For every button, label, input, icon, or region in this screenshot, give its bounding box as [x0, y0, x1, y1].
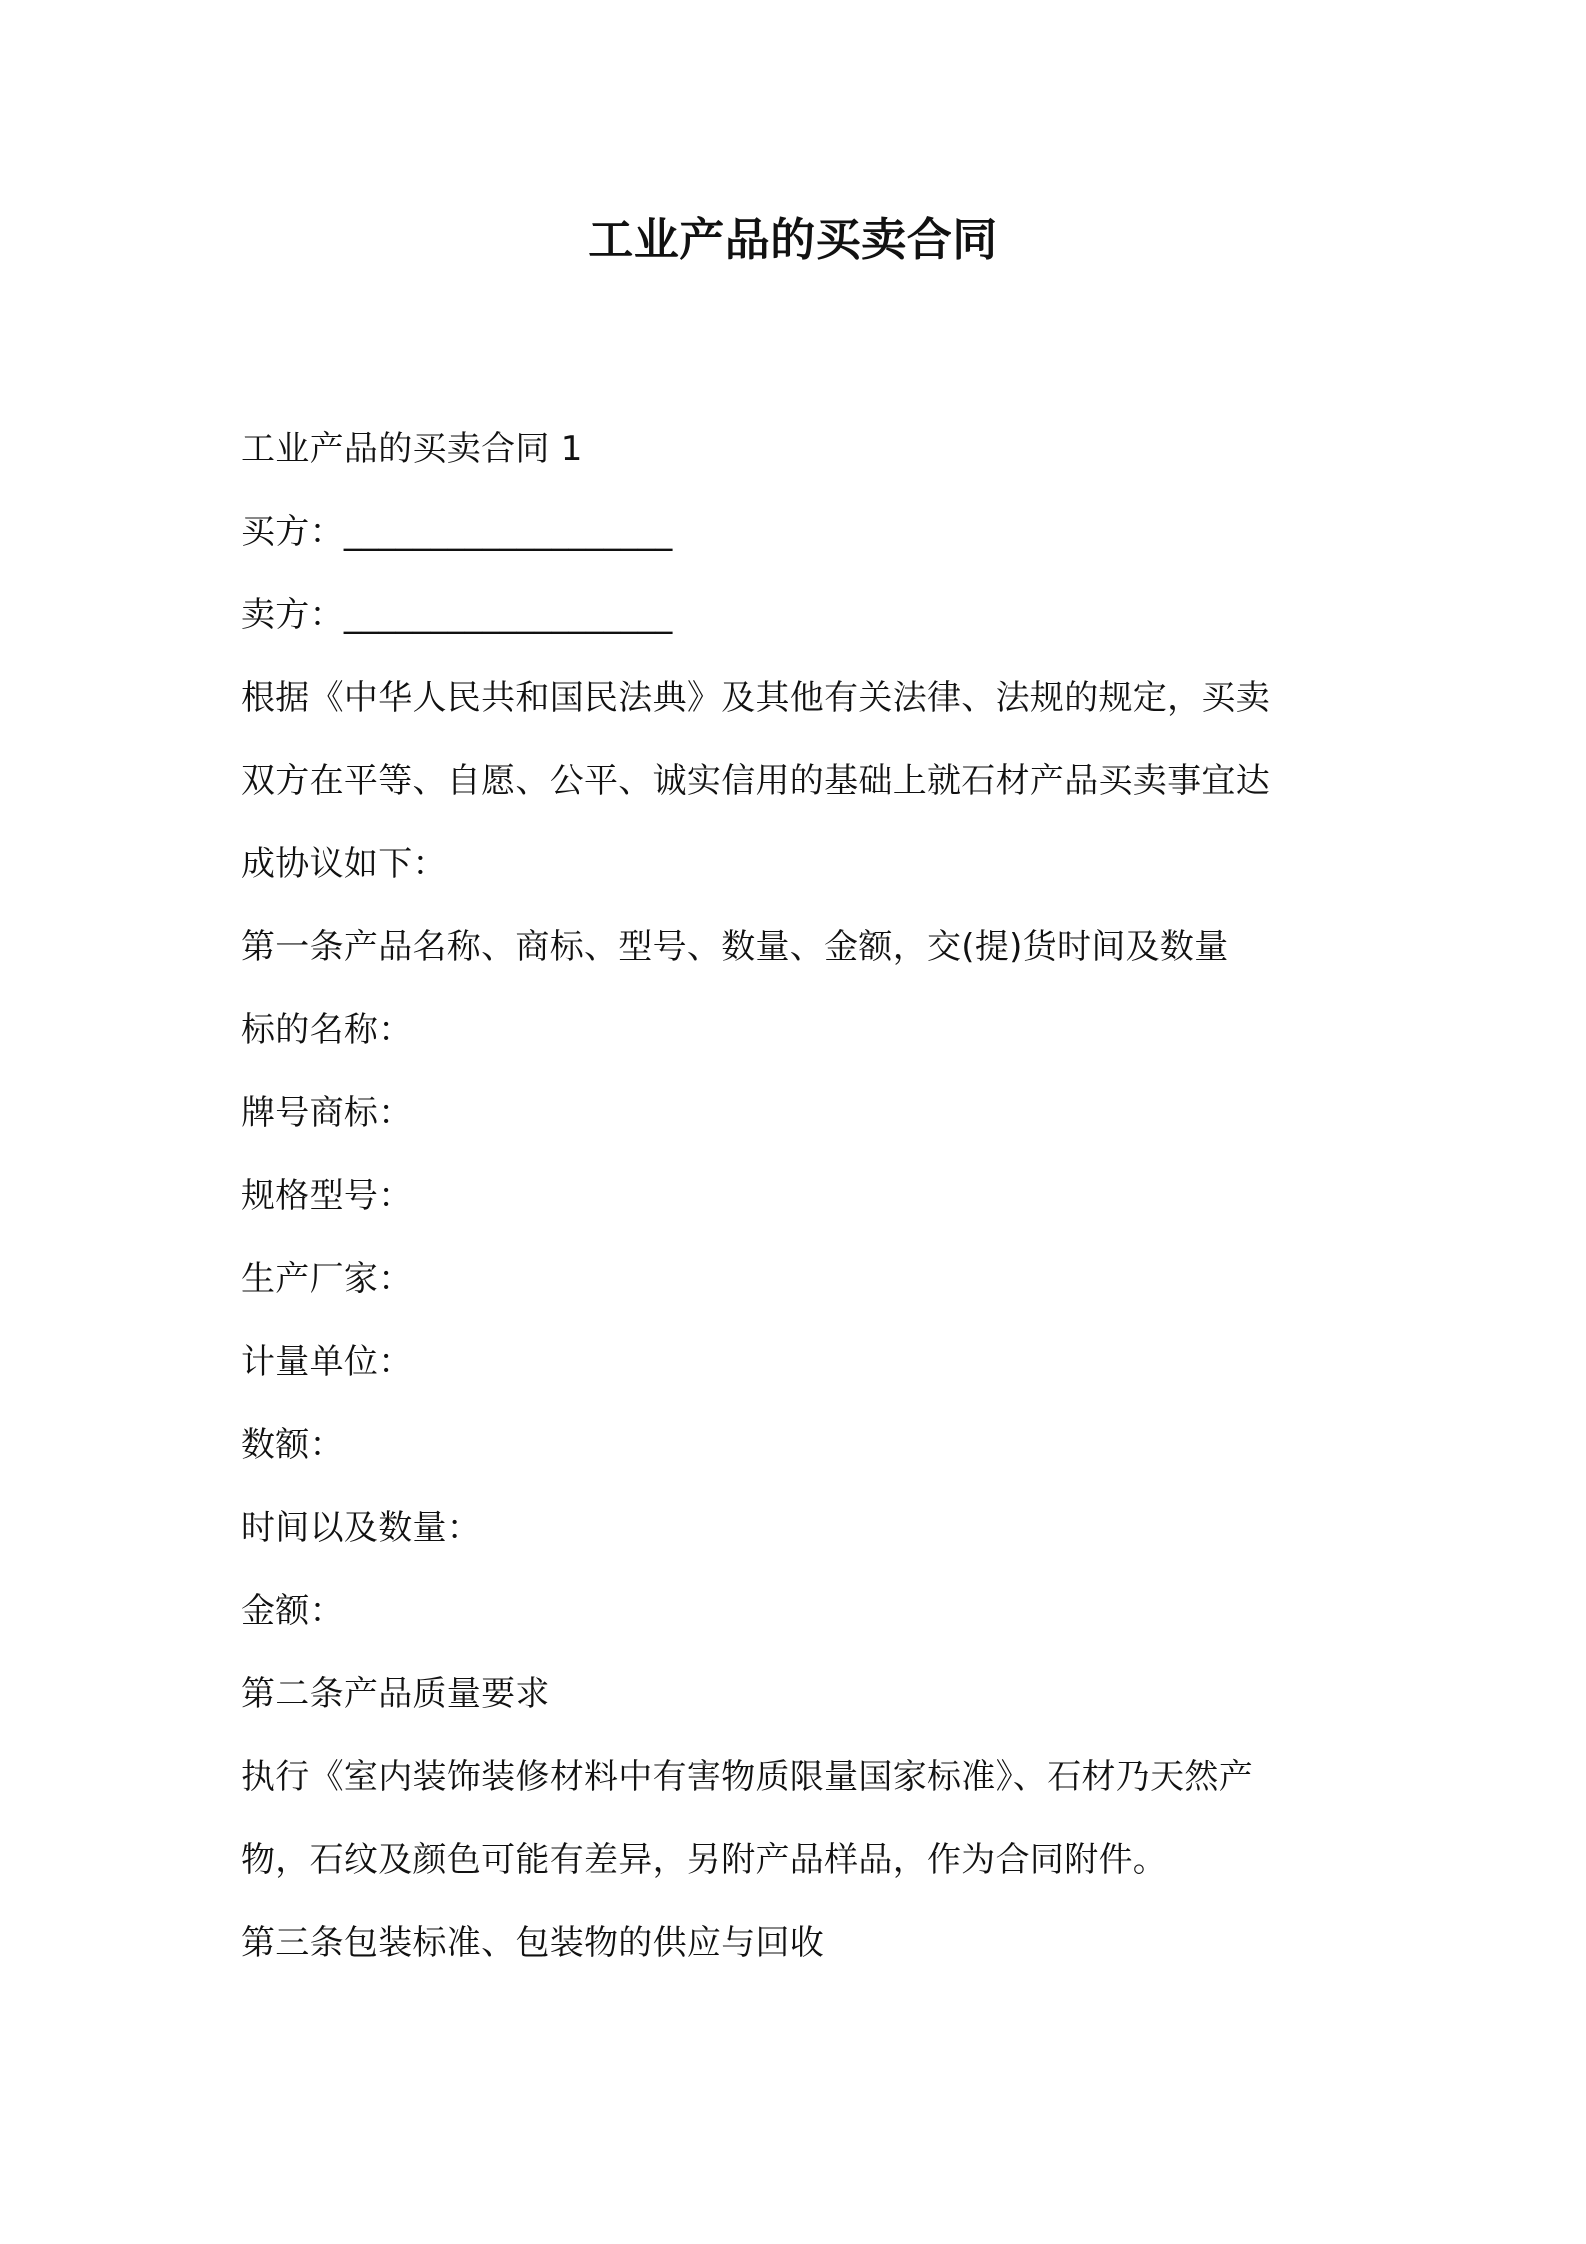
field-time-quantity: 时间以及数量：: [241, 1508, 482, 1548]
field-spec-model: 规格型号：: [241, 1176, 413, 1216]
preamble-line-1: 根据《中华人民共和国民法典》及其他有关法律、法规的规定，买卖: [241, 678, 1270, 718]
field-subject-name: 标的名称：: [241, 1010, 413, 1050]
seller-line: 卖方：___________________: [241, 595, 673, 635]
document-body: [241, 408, 1361, 1985]
field-brand-trademark: 牌号商标：: [241, 1093, 413, 1133]
article-2-text-line-2: 物，石纹及颜色可能有差异，另附产品样品，作为合同附件。: [241, 1840, 1168, 1880]
contract-subtitle: 工业产品的买卖合同 1: [241, 429, 583, 469]
field-amount-count: 数额：: [241, 1425, 344, 1465]
field-unit: 计量单位：: [241, 1342, 413, 1382]
document-title: 工业产品的买卖合同: [588, 213, 998, 266]
article-2-text-line-1: 执行《室内装饰装修材料中有害物质限量国家标准》、石材乃天然产: [241, 1757, 1253, 1797]
article-2-heading: 第二条产品质量要求: [241, 1674, 550, 1714]
article-1-heading: 第一条产品名称、商标、型号、数量、金额，交(提)货时间及数量: [241, 927, 1229, 967]
buyer-line: 买方：___________________: [241, 512, 673, 552]
preamble-line-3: 成协议如下：: [241, 844, 447, 884]
preamble-line-2: 双方在平等、自愿、公平、诚实信用的基础上就石材产品买卖事宜达: [241, 761, 1270, 801]
field-money-amount: 金额：: [241, 1591, 344, 1631]
field-manufacturer: 生产厂家：: [241, 1259, 413, 1299]
article-3-heading: 第三条包装标准、包装物的供应与回收: [241, 1923, 825, 1963]
